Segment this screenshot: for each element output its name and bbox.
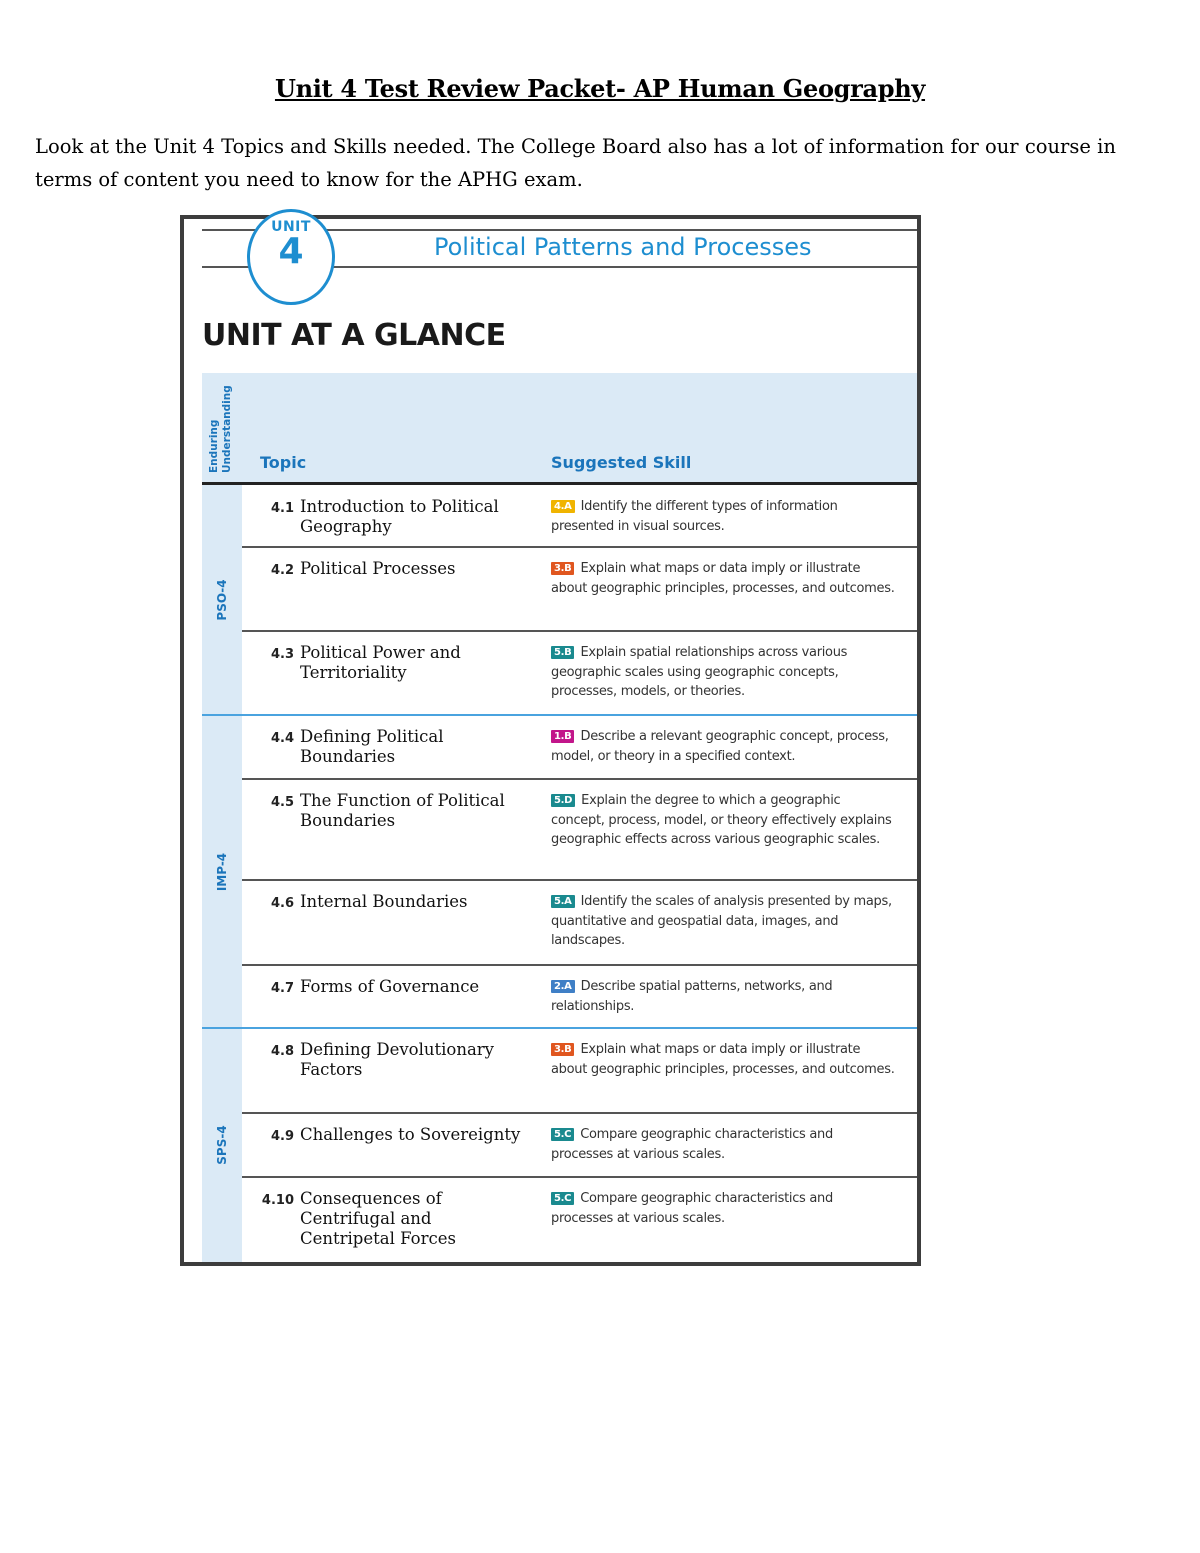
topic-column-header: Topic [260, 453, 307, 472]
intro-paragraph: Look at the Unit 4 Topics and Skills needed. The College Board also has a lot of information for our course in terms of content you need to know for the APHG exam. [35, 135, 1116, 191]
topic-number: 4.9 [270, 1129, 294, 1144]
skill-code-badge: 3.B [551, 1043, 574, 1056]
topic-number: 4.8 [270, 1044, 294, 1059]
table-row [242, 485, 917, 547]
unit-title: Political Patterns and Processes [434, 233, 812, 261]
section-sps-4 [202, 1028, 242, 1262]
section-imp-4 [202, 715, 242, 1028]
skill-code-badge: 4.A [551, 500, 575, 513]
topic-name: Introduction to Political Geography [300, 497, 499, 536]
topic-number: 4.10 [261, 1193, 294, 1208]
topic-name: Internal Boundaries [300, 892, 468, 911]
section-label: PSO-4 [215, 579, 229, 621]
table-row [242, 779, 917, 880]
unit-at-a-glance-panel [180, 215, 921, 1266]
topic-number: 4.2 [270, 563, 294, 578]
topic-name: Challenges to Sovereignty [300, 1125, 521, 1144]
suggested-skill [551, 791, 896, 850]
suggested-skill [551, 643, 896, 702]
topic-number: 4.1 [270, 501, 294, 516]
topic-name: Defining Devolutionary Factors [300, 1040, 495, 1079]
skill-text: Identify the scales of analysis presented by maps, quantitative and geospatial data, images, and landscapes. [551, 894, 892, 948]
suggested-skill [551, 497, 896, 536]
section-pso-4 [202, 485, 242, 715]
glance-title: UNIT AT A GLANCE [202, 318, 506, 353]
skill-text: Compare geographic characteristics and processes at various scales. [551, 1127, 833, 1162]
skill-code-badge: 5.C [551, 1192, 574, 1205]
table-row [242, 715, 917, 779]
skill-code-badge: 5.A [551, 895, 575, 908]
table-row [242, 1028, 917, 1113]
skill-text: Explain what maps or data imply or illustrate about geographic principles, processes, and outcomes. [551, 1042, 895, 1077]
topic-name: Political Processes [300, 559, 456, 578]
suggested-skill [551, 977, 896, 1016]
suggested-skill [551, 1040, 896, 1079]
table-row [242, 547, 917, 631]
topic-name: Consequences of Centrifugal and Centripetal Forces [300, 1189, 456, 1248]
section-label: SPS-4 [215, 1125, 229, 1165]
skill-code-badge: 5.B [551, 646, 574, 659]
topic-number: 4.3 [270, 647, 294, 662]
unit-label: UNIT [271, 219, 311, 235]
skill-text: Explain spatial relationships across various geographic scales using geographic concepts, processes, models, or theories. [551, 645, 848, 699]
skill-code-badge: 5.D [551, 794, 575, 807]
suggested-skill [551, 559, 896, 598]
table-header [202, 373, 917, 485]
suggested-skill [551, 892, 896, 951]
unit-number: 4 [278, 231, 304, 272]
skill-text: Identify the different types of information presented in visual sources. [551, 499, 838, 534]
topic-name: The Function of Political Boundaries [300, 791, 505, 830]
skill-column-header: Suggested Skill [551, 453, 692, 472]
table-row [242, 631, 917, 715]
suggested-skill [551, 727, 896, 766]
table-row [242, 1177, 917, 1262]
topic-number: 4.6 [270, 896, 294, 911]
skill-code-badge: 2.A [551, 980, 575, 993]
skill-text: Explain the degree to which a geographic concept, process, model, or theory effectively explains geographic effects across various geographic scales. [551, 793, 892, 847]
topic-number: 4.4 [270, 731, 294, 746]
topic-number: 4.5 [270, 795, 294, 810]
skill-text: Compare geographic characteristics and processes at various scales. [551, 1191, 833, 1226]
skill-text: Explain what maps or data imply or illustrate about geographic principles, processes, and outcomes. [551, 561, 895, 596]
table-row [242, 1113, 917, 1177]
section-label: IMP-4 [215, 852, 229, 891]
skill-text: Describe spatial patterns, networks, and relationships. [551, 979, 833, 1014]
topic-number: 4.7 [270, 981, 294, 996]
skill-code-badge: 5.C [551, 1128, 574, 1141]
suggested-skill [551, 1189, 896, 1228]
unit-badge [247, 209, 335, 305]
skill-code-badge: 3.B [551, 562, 574, 575]
table-row [242, 965, 917, 1028]
skill-text: Describe a relevant geographic concept, process, model, or theory in a specified context. [551, 729, 889, 764]
topic-name: Forms of Governance [300, 977, 480, 996]
suggested-skill [551, 1125, 896, 1164]
topic-name: Defining Political Boundaries [300, 727, 444, 766]
topic-name: Political Power and Territoriality [300, 643, 461, 682]
table-row [242, 880, 917, 965]
skill-code-badge: 1.B [551, 730, 574, 743]
document-title: Unit 4 Test Review Packet- AP Human Geography [274, 74, 926, 103]
enduring-understanding-header: Enduring Understanding [208, 385, 233, 473]
